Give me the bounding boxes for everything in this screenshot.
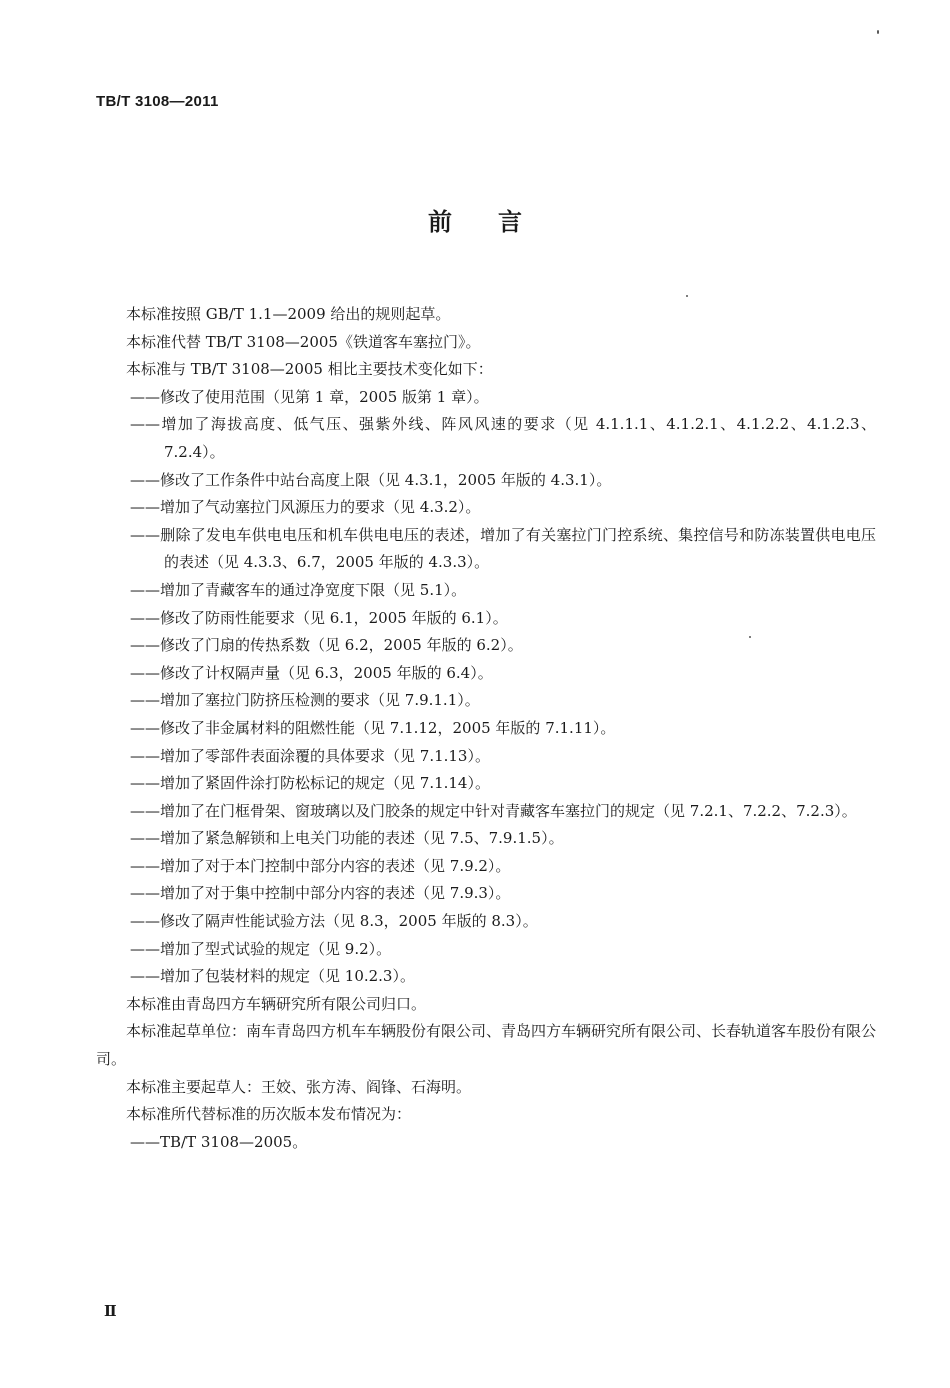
change-item: ——修改了使用范围（见第 1 章，2005 版第 1 章）。 (130, 387, 489, 406)
change-item: ——修改了非金属材料的阻燃性能（见 7.1.12，2005 年版的 7.1.11）。 (130, 718, 616, 737)
change-item: ——增加了对于本门控制中部分内容的表述（见 7.9.2）。 (130, 856, 511, 875)
change-item: ——增加了紧急解锁和上电关门功能的表述（见 7.5、7.9.1.5）。 (130, 829, 564, 848)
page-number: Ⅱ (104, 1302, 117, 1320)
change-item: ——增加了气动塞拉门风源压力的要求（见 4.3.2）。 (130, 498, 481, 517)
intro-paragraph: 本标准按照 GB/T 1.1—2009 给出的规则起草。 (126, 305, 451, 323)
closing-paragraph: 本标准起草单位：南车青岛四方机车车辆股份有限公司、青岛四方车辆研究所有限公司、长春轨道客车股份有限公司。 (96, 1022, 877, 1069)
closing-paragraph: 本标准主要起草人：王姣、张方涛、阎锋、石海明。 (126, 1077, 472, 1096)
change-item: ——增加了零部件表面涂覆的具体要求（见 7.1.13）。 (130, 746, 490, 765)
change-item: ——增加了塞拉门防挤压检测的要求（见 7.9.1.1）。 (130, 691, 480, 710)
change-item: ——修改了防雨性能要求（见 6.1，2005 年版的 6.1）。 (130, 608, 508, 627)
scan-speck (877, 30, 879, 34)
intro-paragraph: 本标准与 TB/T 3108—2005 相比主要技术变化如下： (126, 360, 493, 379)
closing-paragraph: 本标准由青岛四方车辆研究所有限公司归口。 (126, 994, 427, 1013)
change-item: ——修改了隔声性能试验方法（见 8.3，2005 年版的 8.3）。 (130, 912, 538, 931)
change-item: ——修改了门扇的传热系数（见 6.2，2005 年版的 6.2）。 (130, 636, 523, 655)
intro-paragraph: 本标准代替 TB/T 3108—2005《铁道客车塞拉门》。 (126, 332, 481, 351)
change-item: ——删除了发电车供电电压和机车供电电压的表述，增加了有关塞拉门门控系统、集控信号和防冻装置供电电压的表述（见 4.3.3、6.7，2005 年版的 4.3.3）。 (130, 525, 876, 572)
document-code: TB/T 3108—2011 (96, 93, 219, 110)
change-item: ——修改了工作条件中站台高度上限（见 4.3.1，2005 年版的 4.3.1）。 (130, 470, 612, 489)
change-item: ——修改了计权隔声量（见 6.3，2005 年版的 6.4）。 (130, 663, 493, 682)
change-item: ——增加了青藏客车的通过净宽度下限（见 5.1）。 (130, 580, 467, 599)
change-item: ——增加了在门框骨架、窗玻璃以及门胶条的规定中针对青藏客车塞拉门的规定（见 7.2.1、7.2.2、7.2.3）。 (130, 801, 857, 820)
change-item: ——增加了海拔高度、低气压、强紫外线、阵风风速的要求（见 4.1.1.1、4.1.2.1、4.1.2.2、4.1.2.3、7.2.4）。 (130, 415, 876, 461)
change-item: ——增加了紧固件涂打防松标记的规定（见 7.1.14）。 (130, 774, 490, 793)
change-item: ——增加了对于集中控制中部分内容的表述（见 7.9.3）。 (130, 884, 511, 903)
foreword-body (96, 301, 876, 1156)
scan-speck (686, 295, 688, 297)
page-title: 前言 (428, 208, 568, 236)
change-item: ——增加了包装材料的规定（见 10.2.3）。 (130, 967, 415, 986)
scan-speck (749, 636, 751, 638)
change-item: ——增加了型式试验的规定（见 9.2）。 (130, 939, 392, 958)
history-item: ——TB/T 3108—2005。 (130, 1132, 308, 1151)
closing-paragraph: 本标准所代替标准的历次版本发布情况为： (126, 1105, 412, 1124)
